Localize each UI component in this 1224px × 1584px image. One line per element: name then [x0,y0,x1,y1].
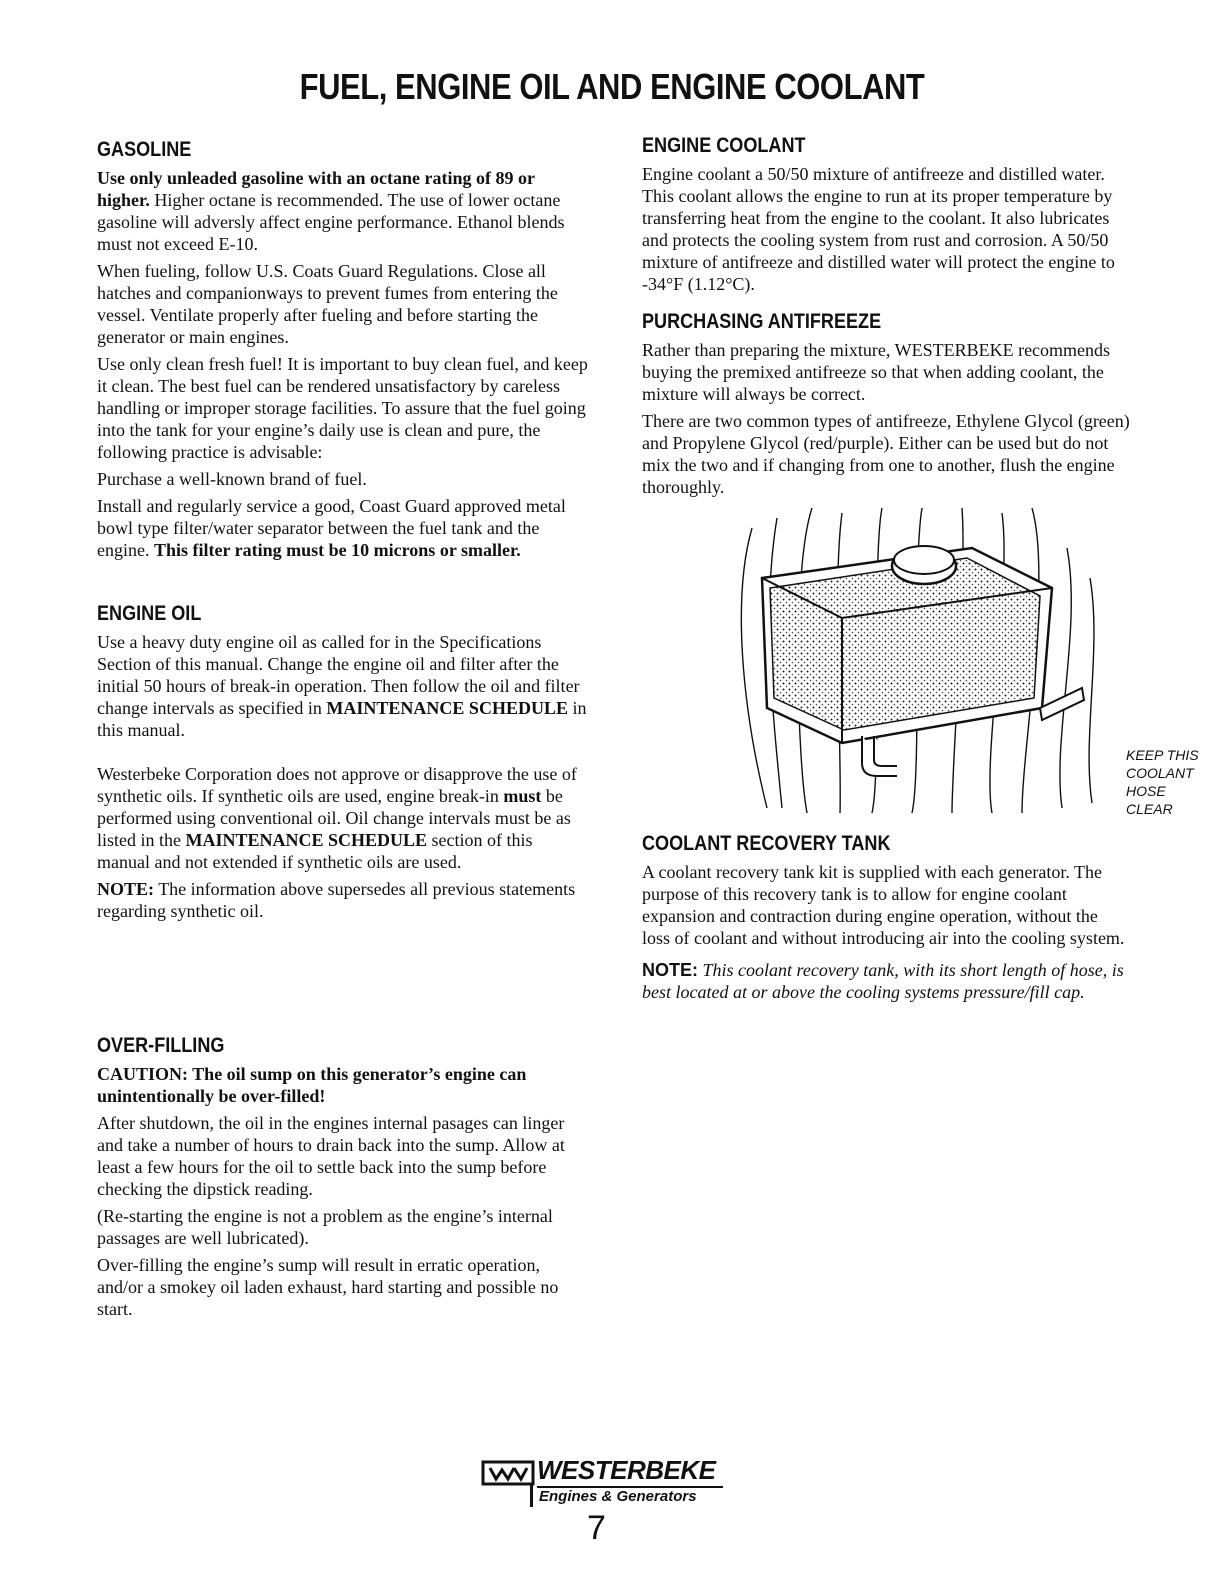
maintenance-schedule-ref: MAINTENANCE SCHEDULE [326,698,568,718]
brand-name: WESTERBEKE [537,1455,723,1488]
synthetic-oil-must: must [503,786,542,806]
engine-oil-text: Use a heavy duty engine oil as called for in the Specifications Section of this manual. Change the engine oil and filter after the initial 50 hours of break-in operation. Then follow the oil and filter change intervals as specified in [97,632,580,718]
recovery-tank-paragraph: A coolant recovery tank kit is supplied with each generator. The purpose of this recovery tank is to allow for engine coolant expansion and contraction during engine operation, without the loss of coolant and without introducing air into the cooling system. [642,862,1125,948]
antifreeze-paragraph-1: Rather than preparing the mixture, WESTERBEKE recommends buying the premixed antifreeze so that when adding coolant, the mixture will always be correct. [642,340,1111,404]
synthetic-oil-text-2: be performed using conventional oil. Oil change intervals must be as listed in the [97,786,571,850]
synthetic-oil-text: Westerbeke Corporation does not approve or disapprove the use of synthetic oils. If synthetic oils are used, engine break-in [97,764,577,806]
overfilling-paragraph-1: After shutdown, the oil in the engines internal pasages can linger and take a number of hours to drain back into the sump. Allow at least a few hours for the oil to settle back into the sump before checking the dipstick reading. [97,1113,565,1199]
overfilling-section [97,1034,589,1325]
hose-callout [1126,746,1224,818]
gasoline-filter-text: Install and regularly service a good, Coast Guard approved metal bowl type filter/water separator between the fuel tank and the engine. [97,496,566,560]
recovery-tank-heading: COOLANT RECOVERY TANK [642,832,891,855]
engine-oil-heading: ENGINE OIL [97,602,202,625]
gasoline-paragraph-5 [97,495,589,561]
callout-line-3: CLEAR [1126,801,1173,817]
engine-oil-note-label: NOTE: [97,879,155,899]
engine-oil-section [97,602,589,927]
engine-oil-note-text: The information above supersedes all previous statements regarding synthetic oil. [97,879,576,921]
page-footer [481,1457,741,1557]
tagline-bar [530,1485,533,1507]
gasoline-paragraph-1 [97,167,589,255]
page-number: 7 [587,1509,606,1547]
recovery-tank [762,546,1052,743]
engine-oil-paragraph-1 [97,631,589,741]
overfilling-heading: OVER-FILLING [97,1034,225,1057]
synthetic-oil-text-3: section of this manual and not extended if synthetic oils are used. [97,830,533,872]
overfilling-paragraph-3: Over-filling the engine’s sump will result in erratic operation, and/or a smokey oil laden exhaust, hard starting and possible no start. [97,1255,559,1319]
westerbeke-logo-icon [481,1460,535,1486]
engine-coolant-paragraph: Engine coolant a 50/50 mixture of antifreeze and distilled water. This coolant allows the engine to run at its proper temperature by transferring heat from the engine to the coolant. It also lubricates and protects the cooling system from rust and corrosion. A 50/50 mixture of antifreeze and distilled water will protect the engine to -34°F (1.12°C). [642,164,1115,294]
engine-oil-text-end: in this manual. [97,698,587,740]
callout-line-2: COOLANT HOSE [1126,765,1194,799]
brand-tagline: Engines & Generators [539,1488,697,1505]
recovery-tank-drawing [722,508,1162,820]
gasoline-section [97,138,589,566]
recovery-tank-note-text: This coolant recovery tank, with its short length of hose, is best located at or above the cooling systems pressure/fill cap. [642,960,1124,1002]
coolant-recovery-tank-illustration [722,508,1199,820]
callout-line-1: KEEP THIS [1126,747,1199,763]
antifreeze-heading: PURCHASING ANTIFREEZE [642,310,882,333]
recovery-tank-section [642,832,1130,1008]
antifreeze-section [642,310,1130,503]
gasoline-paragraph-2: When fueling, follow U.S. Coats Guard Regulations. Close all hatches and companionways to prevent fumes from entering the vessel. Ventilate properly after fueling and before starting the generator or main engines. [97,261,558,347]
overfilling-caution: CAUTION: The oil sump on this generator’s engine can unintentionally be over-filled! [97,1064,527,1106]
gasoline-octane-requirement: Use only unleaded gasoline with an octane rating of 89 or higher. [97,168,535,210]
gasoline-heading: GASOLINE [97,138,192,161]
gasoline-octane-details: Higher octane is recommended. The use of lower octane gasoline will adversly affect engine performance. Ethanol blends must not exceed E-10. [97,190,565,254]
gasoline-paragraph-4: Purchase a well-known brand of fuel. [97,469,367,489]
recovery-tank-note [642,959,1130,1003]
antifreeze-paragraph-2: There are two common types of antifreeze, Ethylene Glycol (green) and Propylene Glycol (red/purple). Either can be used but do not mix the two and if changing from one to another, flush the engine thoroughly. [642,411,1130,497]
gasoline-filter-rating: This filter rating must be 10 microns or smaller. [153,540,521,560]
maintenance-schedule-ref-2: MAINTENANCE SCHEDULE [185,830,428,850]
overfilling-paragraph-2: (Re-starting the engine is not a problem as the engine’s internal passages are well lubricated). [97,1206,553,1248]
gasoline-paragraph-3: Use only clean fresh fuel! It is important to buy clean fuel, and keep it clean. The best fuel can be rendered unsatisfactory by careless handling or improper storage facilities. To assure that the fuel going into the tank for your engine’s daily use is clean and pure, the following practice is advisable: [97,354,588,462]
engine-oil-paragraph-2 [97,763,589,873]
recovery-tank-note-label: NOTE: [642,960,698,980]
engine-oil-note [97,878,589,922]
engine-coolant-section [642,134,1130,300]
page-title: FUEL, ENGINE OIL AND ENGINE COOLANT [299,66,925,107]
engine-coolant-heading: ENGINE COOLANT [642,134,806,157]
